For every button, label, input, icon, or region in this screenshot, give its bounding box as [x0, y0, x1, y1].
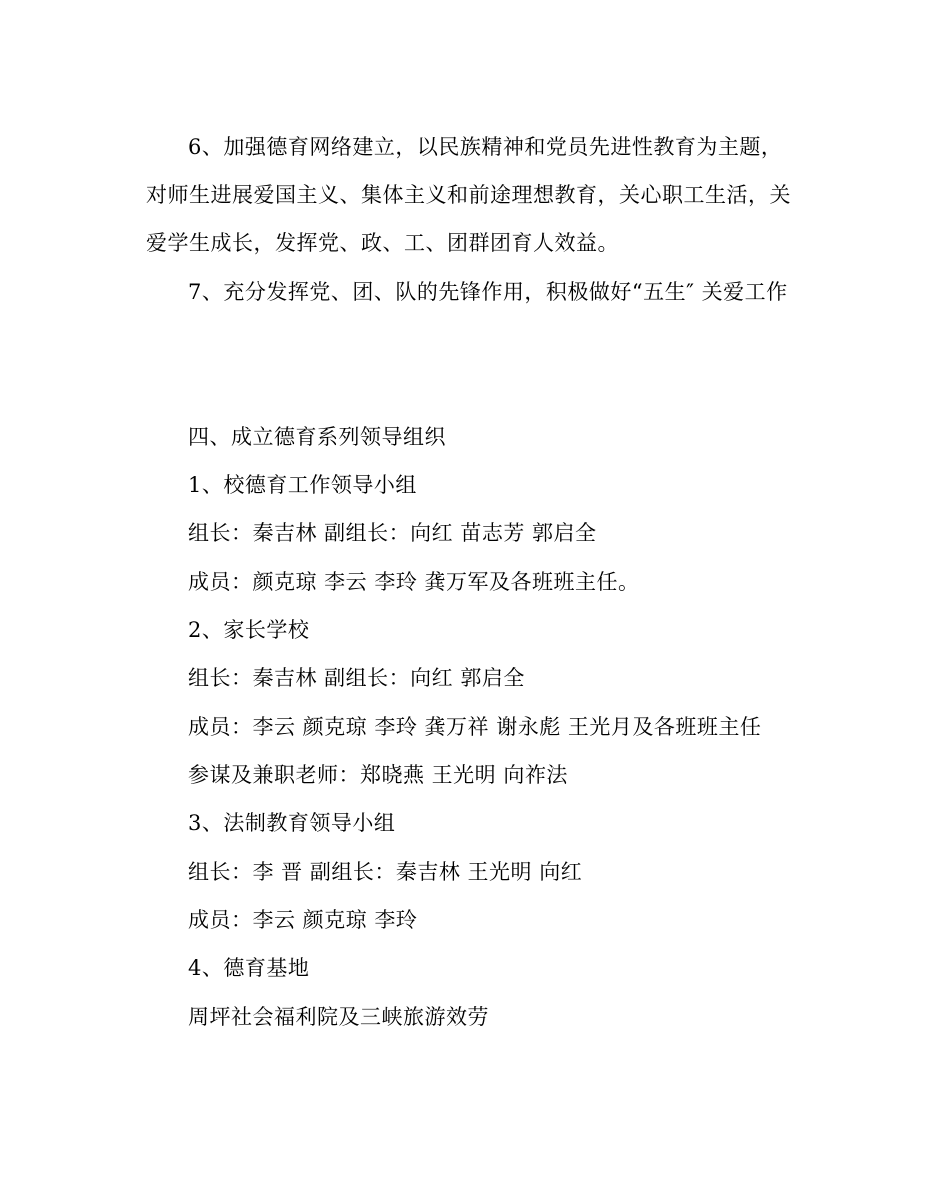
section-4-heading: 四、成立德育系列领导组织: [188, 425, 446, 449]
group-4-content: 周坪社会福利院及三峡旅游效劳: [188, 1005, 489, 1029]
paragraph-6-line-3: 爱学生成长，发挥党、政、工、团群团育人效益。: [146, 231, 619, 255]
paragraph-7-line-1: 7、充分发挥党、团、队的先锋作用，积极做好“五生″ 关爱工作: [188, 280, 788, 304]
group-1-members: 成员：颜克琼 李云 李玲 龚万军及各班班主任。: [188, 570, 640, 594]
paragraph-6-line-2: 对师生进展爱国主义、集体主义和前途理想教育，关心职工生活，关: [146, 183, 791, 207]
group-1-title: 1、校德育工作领导小组: [188, 473, 417, 497]
group-2-members: 成员：李云 颜克琼 李玲 龚万祥 谢永彪 王光月及各班班主任: [188, 715, 762, 739]
group-3-leaders: 组长：李 晋 副组长：秦吉林 王光明 向红: [188, 860, 583, 884]
group-3-title: 3、法制教育领导小组: [188, 811, 396, 835]
group-4-title: 4、德育基地: [188, 956, 310, 980]
group-1-leaders: 组长：秦吉林 副组长：向红 苗志芳 郭启全: [188, 521, 597, 545]
paragraph-6-line-1: 6、加强德育网络建立，以民族精神和党员先进性教育为主题，: [188, 135, 783, 159]
group-2-title: 2、家长学校: [188, 618, 310, 642]
group-2-leaders: 组长：秦吉林 副组长：向红 郭启全: [188, 666, 525, 690]
group-2-advisors: 参谋及兼职老师：郑晓燕 王光明 向祚法: [188, 763, 568, 787]
group-3-members: 成员：李云 颜克琼 李玲: [188, 908, 418, 932]
